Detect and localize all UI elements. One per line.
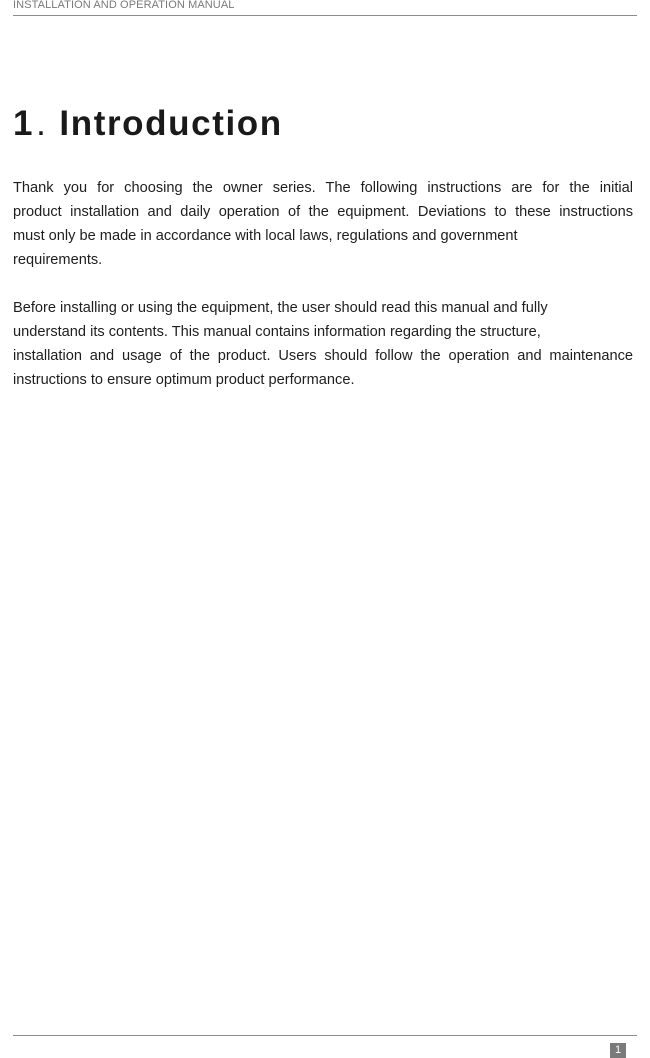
intro-paragraph-2: [13, 296, 633, 392]
paragraph-line: product installation and daily operation of the equipment. Deviations to these instructions: [13, 204, 633, 220]
section-title: [13, 101, 283, 147]
page-number-badge: 1: [610, 1043, 626, 1058]
header-divider: [13, 15, 637, 16]
paragraph-line: Before installing or using the equipment, the user should read this manual and fully: [13, 300, 548, 316]
paragraph-line: Thank you for choosing the owner series. The following instructions are for the initial: [13, 180, 633, 196]
paragraph-line: must only be made in accordance with local laws, regulations and government: [13, 228, 518, 244]
paragraph-line: requirements.: [13, 252, 103, 268]
running-header: INSTALLATION AND OPERATION MANUAL: [13, 0, 235, 11]
section-title-text: Introduction: [59, 104, 283, 143]
footer-divider: [13, 1035, 637, 1036]
intro-paragraph-1: [13, 176, 633, 272]
paragraph-line: installation and usage of the product. Users should follow the operation and maintenance: [13, 348, 633, 364]
paragraph-line: instructions to ensure optimum product performance.: [13, 372, 355, 388]
section-number: 1: [13, 104, 35, 143]
section-number-separator: .: [36, 104, 48, 143]
paragraph-line: understand its contents. This manual contains information regarding the structure,: [13, 324, 541, 340]
